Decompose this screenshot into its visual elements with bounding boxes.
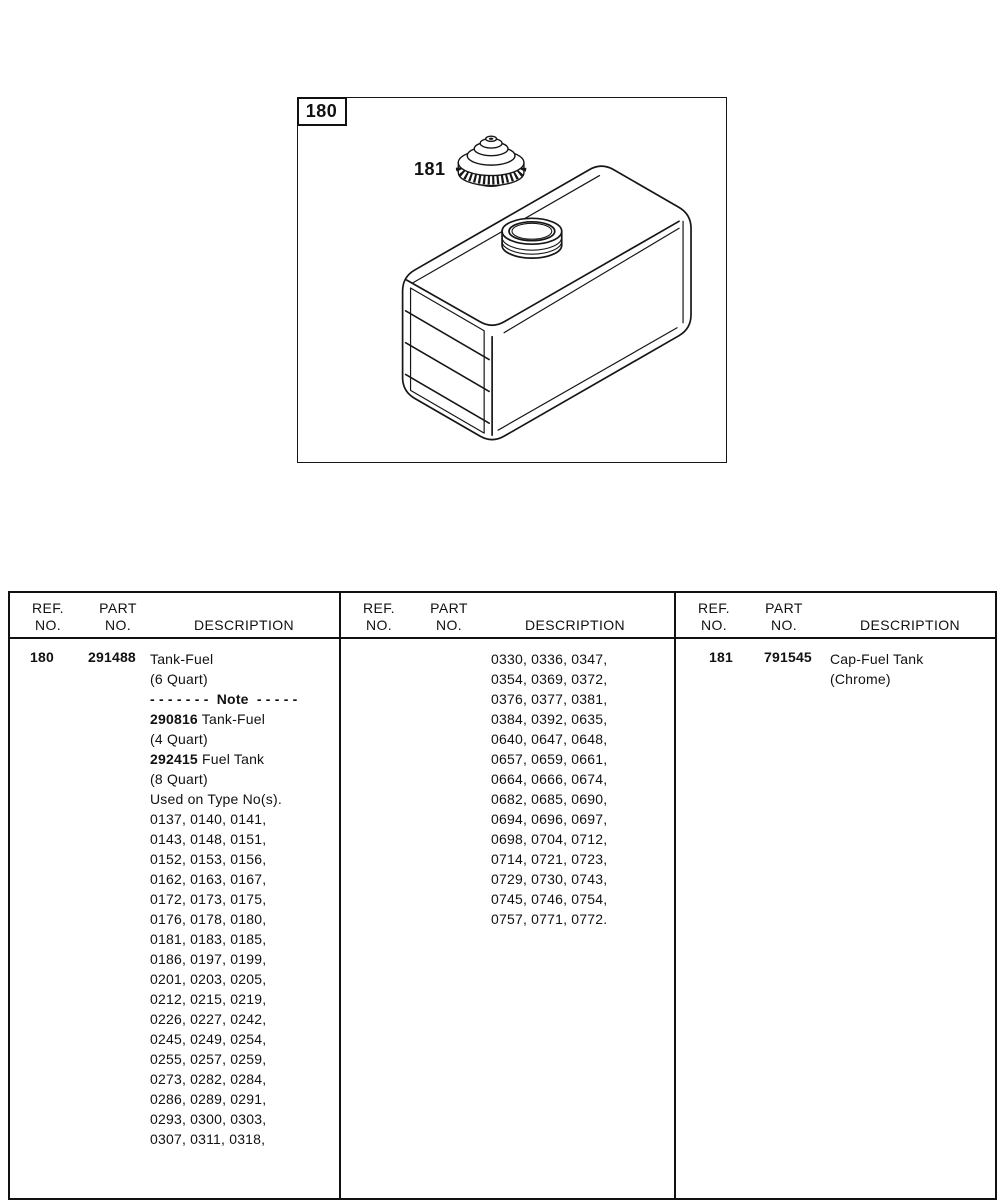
- description-header: DESCRIPTION: [193, 617, 295, 633]
- description-line: Tank-Fuel: [150, 651, 214, 667]
- description-line: 0286, 0289, 0291,: [150, 1091, 267, 1107]
- part-no-value: 291488: [88, 649, 136, 665]
- description-line: 0186, 0197, 0199,: [150, 951, 267, 967]
- ref-header-line1: REF.: [698, 600, 730, 616]
- ref-header-line1: REF.: [32, 600, 64, 616]
- parts-column-1: [10, 593, 339, 1198]
- description-line: 0682, 0685, 0690,: [491, 791, 608, 807]
- part-header-line1: PART: [430, 600, 468, 616]
- description-line: 0162, 0163, 0167,: [150, 871, 267, 887]
- part-no-header: [756, 600, 812, 634]
- cap-ref-label: 181: [414, 159, 446, 179]
- description-line: 0176, 0178, 0180,: [150, 911, 267, 927]
- description-line: 0657, 0659, 0661,: [491, 751, 608, 767]
- description-line: 0714, 0721, 0723,: [491, 851, 608, 867]
- part-header-line2: NO.: [770, 617, 798, 633]
- description-line: 0172, 0173, 0175,: [150, 891, 267, 907]
- ref-no-value: 180: [30, 649, 54, 665]
- ref-header-line2: NO.: [34, 617, 62, 633]
- ref-no-value: 181: [709, 649, 733, 665]
- description-line: 0226, 0227, 0242,: [150, 1011, 267, 1027]
- description-line: 0137, 0140, 0141,: [150, 811, 267, 827]
- part-header-line2: NO.: [435, 617, 463, 633]
- description-line: 0757, 0771, 0772.: [491, 911, 608, 927]
- part-header-line1: PART: [765, 600, 803, 616]
- ref-header-line2: NO.: [700, 617, 728, 633]
- description-lines: [150, 649, 298, 1149]
- description-line: 0376, 0377, 0381,: [491, 691, 608, 707]
- ref-no-header: [353, 600, 405, 634]
- description-line: 0273, 0282, 0284,: [150, 1071, 267, 1087]
- description-line: 0181, 0183, 0185,: [150, 931, 267, 947]
- description-line: 0212, 0215, 0219,: [150, 991, 267, 1007]
- filler-neck: [502, 218, 562, 258]
- description-line: 0330, 0336, 0347,: [491, 651, 608, 667]
- description-line: 0664, 0666, 0674,: [491, 771, 608, 787]
- part-no-header: [421, 600, 477, 634]
- description-line: 0293, 0300, 0303,: [150, 1111, 267, 1127]
- description-line: Cap-Fuel Tank: [830, 651, 924, 667]
- description-line: (6 Quart): [150, 671, 208, 687]
- description-line: (Chrome): [830, 671, 891, 687]
- ref-no-header: [22, 600, 74, 634]
- ref-header-line2: NO.: [365, 617, 393, 633]
- parts-table: [8, 591, 997, 1200]
- description-line: (4 Quart): [150, 731, 208, 747]
- diagram-ref-label: 180: [297, 97, 347, 126]
- ref-header-line1: REF.: [363, 600, 395, 616]
- description-line: 0307, 0311, 0318,: [150, 1131, 266, 1147]
- part-header-line2: NO.: [104, 617, 132, 633]
- description-lines: [830, 649, 923, 689]
- description-line: 0201, 0203, 0205,: [150, 971, 267, 987]
- description-line: 0698, 0704, 0712,: [491, 831, 608, 847]
- description-line: 0354, 0369, 0372,: [491, 671, 608, 687]
- description-header: DESCRIPTION: [859, 617, 961, 633]
- diagram-frame: [297, 97, 727, 463]
- fuel-tank-illustration: [403, 166, 691, 439]
- description-line: 290816 Tank-Fuel: [150, 711, 266, 727]
- description-header: DESCRIPTION: [524, 617, 626, 633]
- part-header-line1: PART: [99, 600, 137, 616]
- description-line: 0384, 0392, 0635,: [491, 711, 608, 727]
- description-line: 0729, 0730, 0743,: [491, 871, 608, 887]
- part-no-header: [90, 600, 146, 634]
- parts-column-3: [676, 593, 997, 1198]
- description-line: Used on Type No(s).: [150, 791, 282, 807]
- description-line: (8 Quart): [150, 771, 208, 787]
- part-no-value: 791545: [764, 649, 812, 665]
- description-line: 0640, 0647, 0648,: [491, 731, 608, 747]
- description-line: 0245, 0249, 0254,: [150, 1031, 267, 1047]
- description-line: 0152, 0153, 0156,: [150, 851, 267, 867]
- parts-column-2: [341, 593, 674, 1198]
- description-line: - - - - - - - Note - - - - -: [150, 691, 298, 707]
- fuel-tank-diagram: [298, 98, 726, 462]
- ref-no-header: [688, 600, 740, 634]
- description-line: 0255, 0257, 0259,: [150, 1051, 267, 1067]
- description-lines: [491, 649, 607, 929]
- description-line: 0745, 0746, 0754,: [491, 891, 608, 907]
- description-line: 0143, 0148, 0151,: [150, 831, 267, 847]
- fuel-cap-illustration: [458, 136, 524, 186]
- description-line: 292415 Fuel Tank: [150, 751, 265, 767]
- description-line: 0694, 0696, 0697,: [491, 811, 608, 827]
